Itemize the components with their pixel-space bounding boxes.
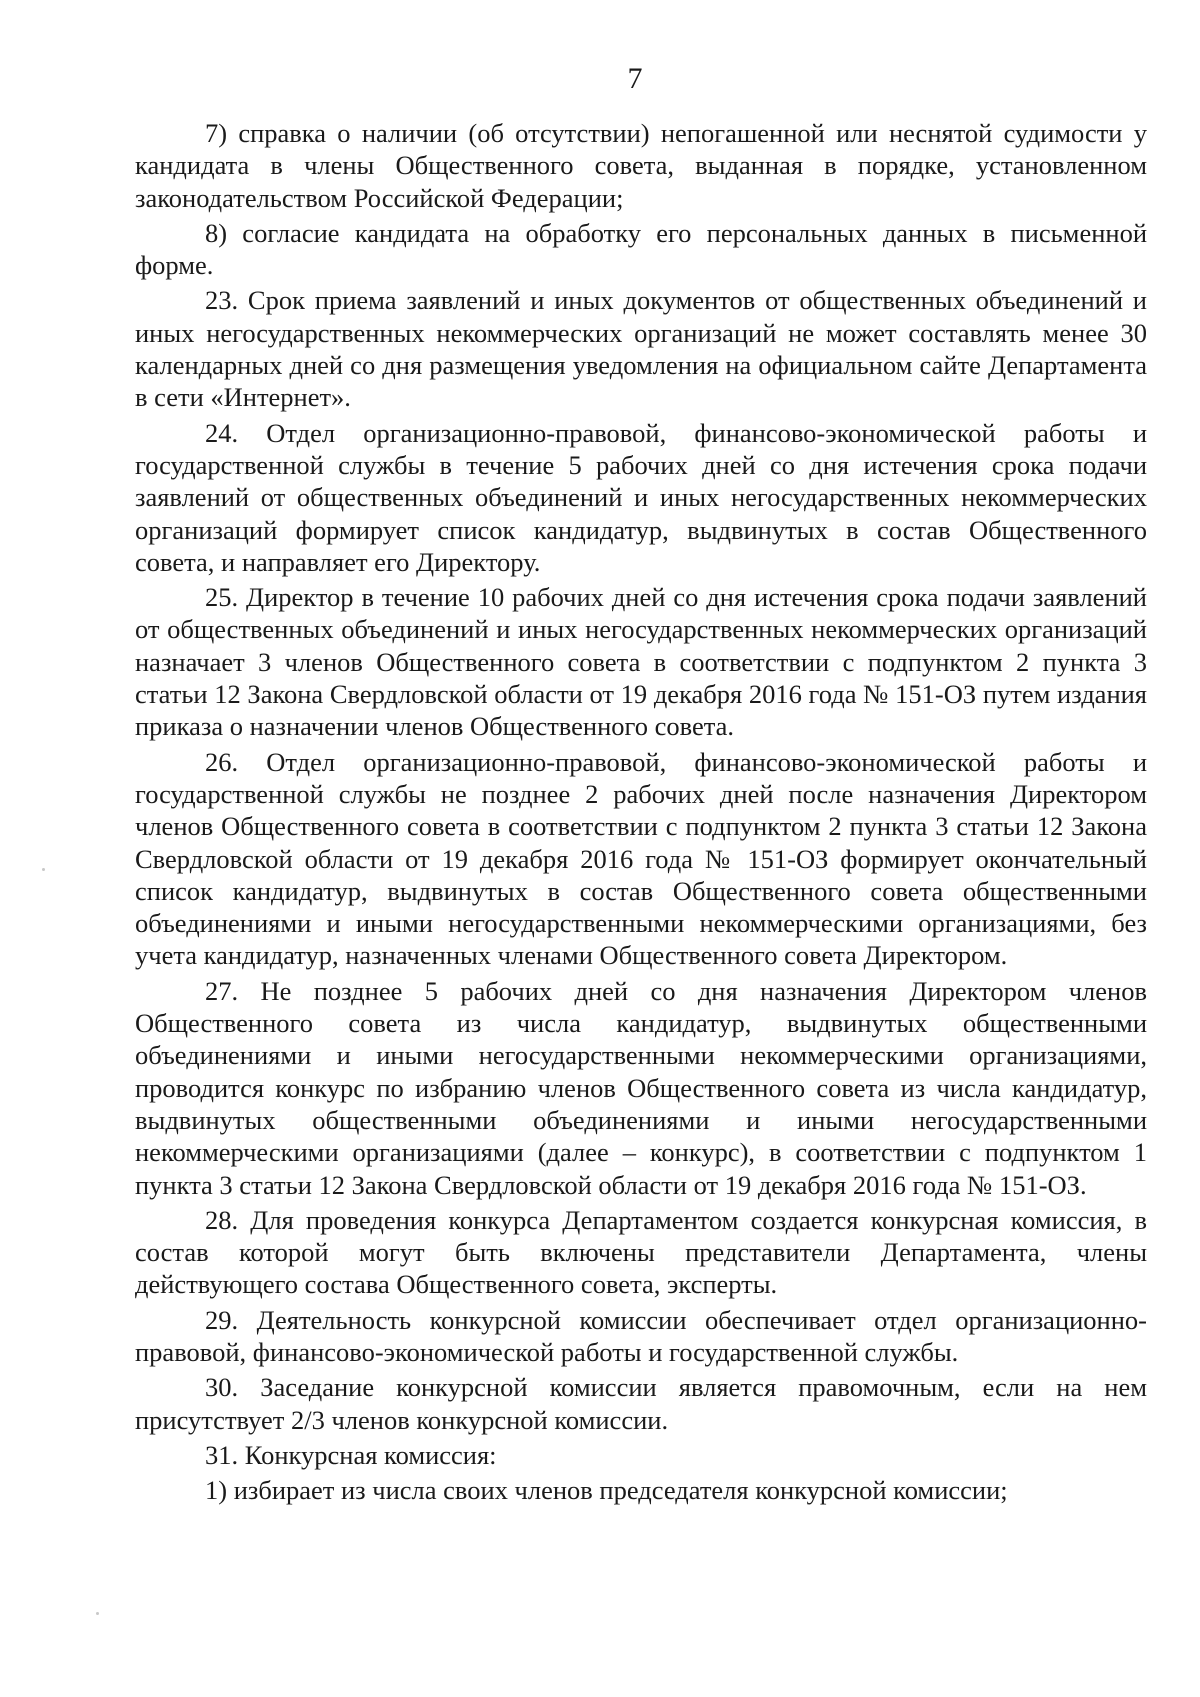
paragraph-24: 24. Отдел организационно-правовой, финансово-экономической работы и государственной службы в течение 5 рабочих дней со дня истечения срока подачи заявлений от общественных объединений и иных негосударственных некоммерческих организаций формирует список кандидатур, выдвинутых в состав Общественного совета, и направляет его Директору. <box>135 417 1147 577</box>
paragraph-29: 29. Деятельность конкурсной комиссии обеспечивает отдел организационно-правовой, финансово-экономической работы и государственной службы. <box>135 1304 1147 1367</box>
paragraph-item-8: 8) согласие кандидата на обработку его персональных данных в письменной форме. <box>135 217 1147 281</box>
paragraph-25: 25. Директор в течение 10 рабочих дней со дня истечения срока подачи заявлений от общественных объединений и иных негосударственных некоммерческих организаций назначает 3 членов Общественного совета в соответствии с подпунктом 2 пункта 3 статьи 12 Закона Свердловской области от 19 декабря 2016 года № 151-ОЗ путем издания приказа о назначении членов Общественного совета. <box>135 582 1147 742</box>
paragraph-31: 31. Конкурсная комиссия: <box>205 1439 497 1470</box>
page-number: 7 <box>627 62 643 95</box>
scan-speck <box>42 868 45 871</box>
paragraph-27: 27. Не позднее 5 рабочих дней со дня назначения Директором членов Общественного совета из числа кандидатур, выдвинутых общественными объединениями и иными негосударственными некоммерческими организациями, проводится конкурс по избранию членов Общественного совета из числа кандидатур, выдвинутых общественными объединениями и иными негосударственными некоммерческими организациями (далее – конкурс), в соответствии с подпунктом 1 пункта 3 статьи 12 Закона Свердловской области от 19 декабря 2016 года № 151-ОЗ. <box>135 975 1147 1200</box>
paragraph-26: 26. Отдел организационно-правовой, финансово-экономической работы и государственной службы не позднее 2 рабочих дней после назначения Директором членов Общественного совета в соответствии с подпунктом 2 пункта 3 статьи 12 Закона Свердловской области от 19 декабря 2016 года № 151-ОЗ формирует окончательный список кандидатур, выдвинутых в состав Общественного совета общественными объединениями и иными негосударственными некоммерческими организациями, без учета кандидатур, назначенных членами Общественного совета Директором. <box>135 746 1147 971</box>
paragraph-23: 23. Срок приема заявлений и иных документов от общественных объединений и иных негосударственных некоммерческих организаций не может составлять менее 30 календарных дней со дня размещения уведомления на официальном сайте Департамента в сети «Интернет». <box>135 285 1147 413</box>
document-body <box>135 117 1147 1509</box>
paragraph-item-7: 7) справка о наличии (об отсутствии) непогашенной или неснятой судимости у кандидата в члены Общественного совета, выданная в порядке, установленном законодательством Российской Федерации; <box>135 118 1147 213</box>
paragraph-28: 28. Для проведения конкурса Департаментом создается конкурсная комиссия, в состав которой могут быть включены представители Департамента, члены действующего состава Общественного совета, эксперты. <box>135 1204 1147 1300</box>
scan-speck <box>96 1612 99 1615</box>
paragraph-30: 30. Заседание конкурсной комиссии является правомочным, если на нем присутствует 2/3 членов конкурсной комиссии. <box>135 1372 1147 1435</box>
paragraph-31-item-1: 1) избирает из числа своих членов председателя конкурсной комиссии; <box>205 1475 1008 1506</box>
